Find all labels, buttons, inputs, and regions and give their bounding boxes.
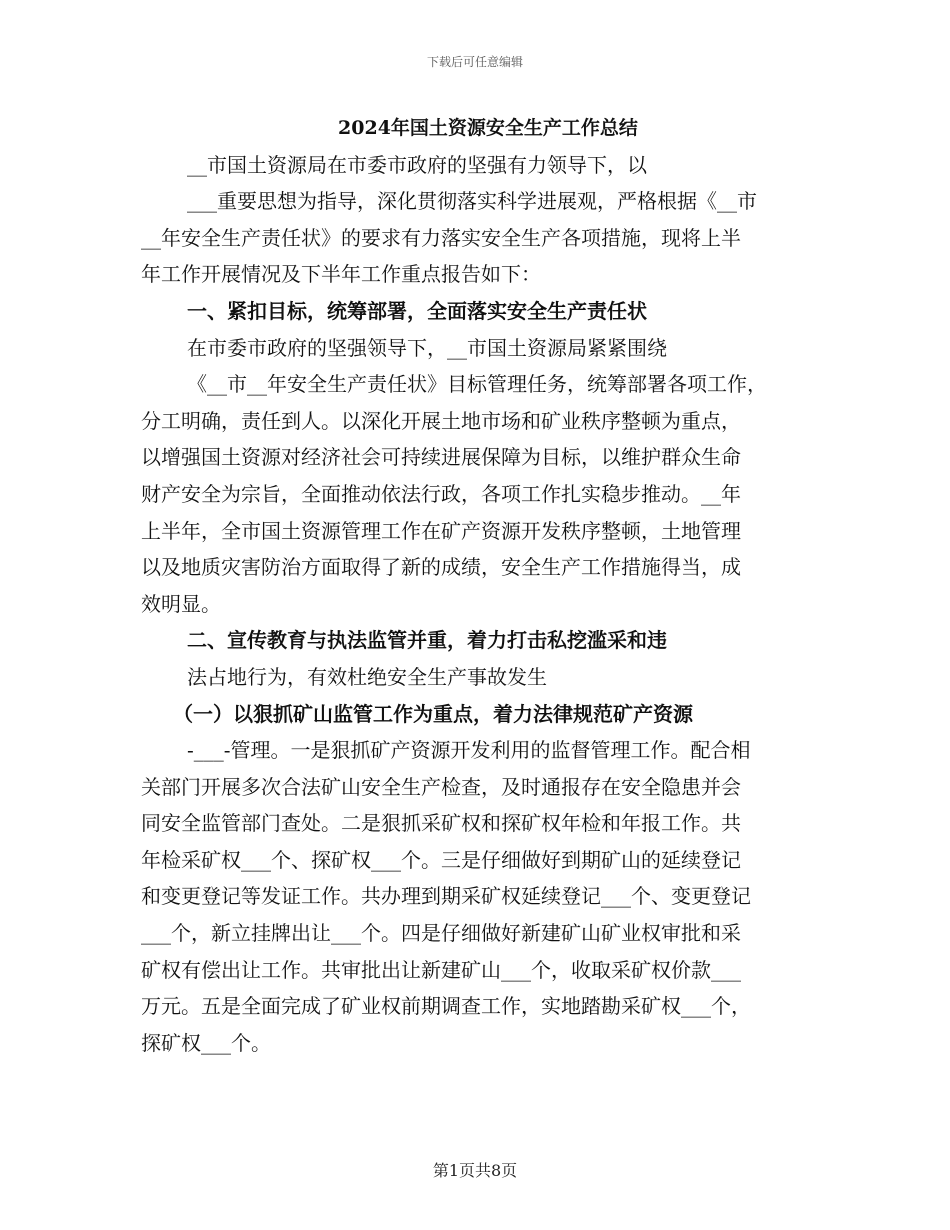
paragraph-line: 年检采矿权___个、探矿权___个。三是仔细做好到期矿山的延续登记 — [141, 847, 741, 872]
document-title: 2024年国土资源安全生产工作总结 — [338, 117, 638, 139]
paragraph-line: ___重要思想为指导，深化贯彻落实科学进展观，严格根据《__市 — [187, 189, 757, 214]
paragraph-line: 在市委市政府的坚强领导下，__市国土资源局紧紧围绕 — [187, 335, 667, 360]
paragraph-line: 关部门开展多次合法矿山安全生产检查，及时通报存在安全隐患并会 — [141, 774, 741, 799]
paragraph-line: __市国土资源局在市委市政府的坚强有力领导下，以 — [187, 152, 647, 177]
paragraph-line: 以增强国土资源对经济社会可持续进展保障为目标，以维护群众生命 — [141, 445, 741, 470]
page-number: 第1页共8页 — [432, 1161, 518, 1180]
paragraph-line: 《__市__年安全生产责任状》目标管理任务，统筹部署各项工作， — [187, 372, 767, 397]
paragraph-line: 和变更登记等发证工作。共办理到期采矿权延续登记___个、变更登记 — [141, 884, 751, 909]
paragraph-line: 年工作开展情况及下半年工作重点报告如下： — [141, 262, 541, 287]
paragraph-line: 探矿权___个。 — [141, 1030, 271, 1055]
paragraph-line: 矿权有偿出让工作。共审批出让新建矿山___个，收取采矿权价款___ — [141, 957, 741, 982]
paragraph-line: 以及地质灾害防治方面取得了新的成绩，安全生产工作措施得当，成 — [141, 555, 741, 580]
paragraph-line: 同安全监管部门查处。二是狠抓采矿权和探矿权年检和年报工作。共 — [141, 811, 741, 836]
paragraph-line: -___-管理。一是狠抓矿产资源开发利用的监督管理工作。配合相 — [187, 738, 751, 763]
header-note: 下载后可任意编辑 — [426, 55, 523, 69]
section-heading-1: 一、紧扣目标，统筹部署，全面落实安全生产责任状 — [187, 298, 647, 323]
paragraph-line: 万元。五是全面完成了矿业权前期调查工作，实地踏勘采矿权___个， — [141, 994, 751, 1019]
paragraph-line: ___个，新立挂牌出让___个。四是仔细做好新建矿山矿业权审批和采 — [141, 921, 741, 946]
document-body — [141, 110, 809, 1061]
section-heading-2: 二、宣传教育与执法监管并重，着力打击私挖滥采和违 — [187, 628, 667, 653]
section-heading-2-continued: 法占地行为，有效杜绝安全生产事故发生 — [187, 664, 547, 689]
paragraph-line: 上半年，全市国土资源管理工作在矿产资源开发秩序整顿，土地管理 — [141, 518, 741, 543]
paragraph-line: 分工明确，责任到人。以深化开展土地市场和矿业秩序整顿为重点， — [141, 408, 741, 433]
subsection-heading-1: （一）以狠抓矿山监管工作为重点，着力法律规范矿产资源 — [173, 701, 693, 726]
paragraph-line: 效明显。 — [141, 591, 221, 616]
paragraph-line: __年安全生产责任状》的要求有力落实安全生产各项措施，现将上半 — [141, 225, 741, 250]
paragraph-line: 财产安全为宗旨，全面推动依法行政，各项工作扎实稳步推动。__年 — [141, 481, 741, 506]
